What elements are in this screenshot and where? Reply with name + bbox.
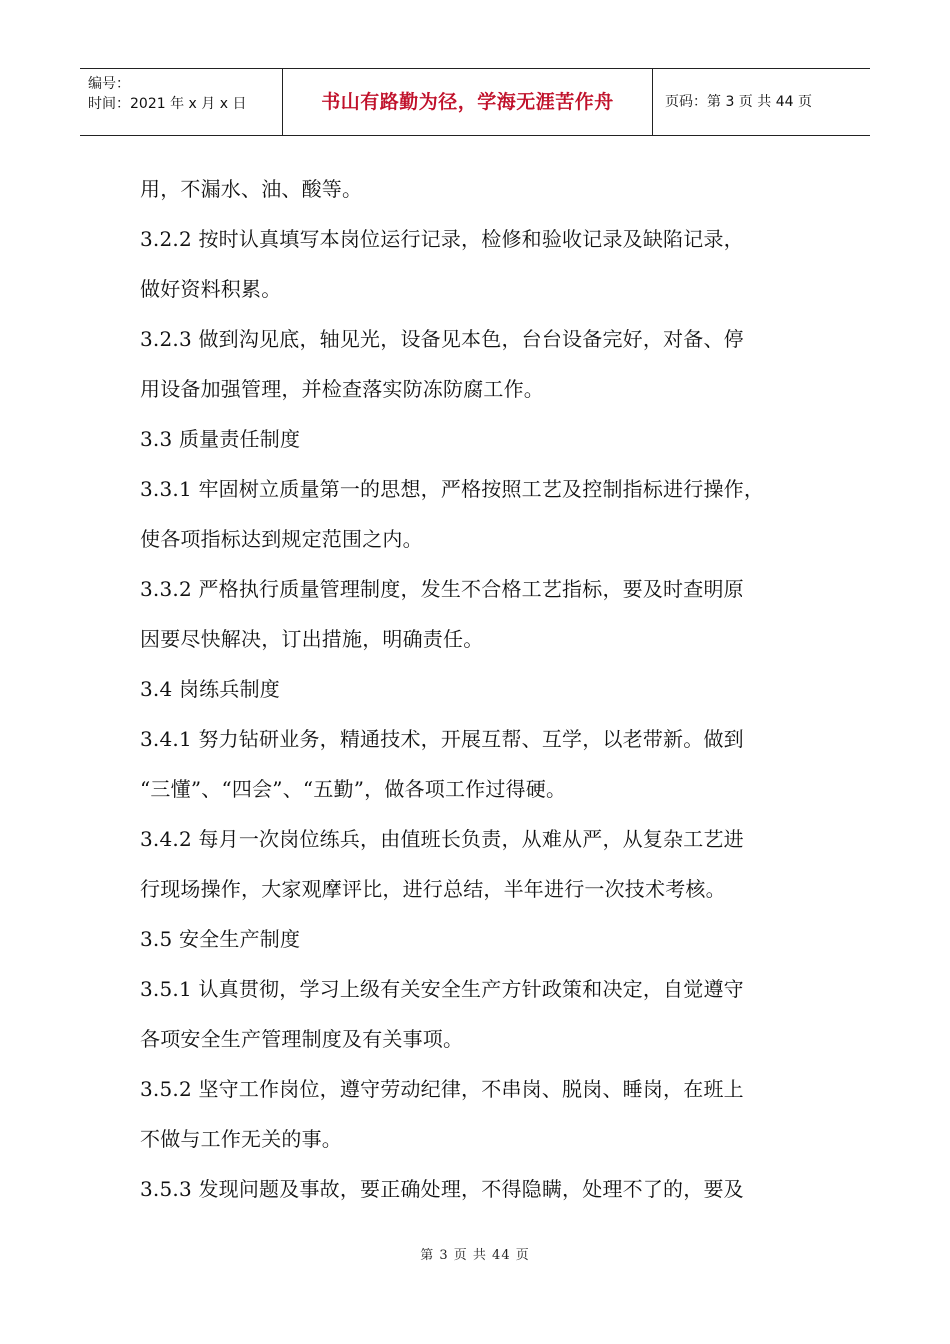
page-footer: 第 3 页 共 44 页 [420,1248,530,1263]
body-line: 用，不漏水、油、酸等。 [140,177,363,201]
body-line: 3.2.3 做到沟见底，轴见光，设备见本色，台台设备完好，对备、停 [140,327,744,351]
body-line: 3.5.2 坚守工作岗位，遵守劳动纪律，不串岗、脱岗、睡岗，在班上 [140,1077,744,1101]
header-motto: 书山有路勤为径，学海无涯苦作舟 [283,69,653,135]
body-line: “三懂”、“四会”、“五勤”，做各项工作过得硬。 [140,777,567,801]
document-number-label: 编号： [88,76,130,92]
header-meta [80,69,283,135]
body-line: 3.3.1 牢固树立质量第一的思想，严格按照工艺及控制指标进行操作， [140,477,765,501]
page-header [80,68,870,136]
section-heading: 3.5 安全生产制度 [140,927,301,951]
document-body [140,164,820,1214]
body-line: 3.5.1 认真贯彻，学习上级有关安全生产方针政策和决定，自觉遵守 [140,977,744,1001]
section-heading: 3.4 岗练兵制度 [140,677,280,701]
body-line: 不做与工作无关的事。 [140,1127,342,1151]
body-line: 行现场操作，大家观摩评比，进行总结，半年进行一次技术考核。 [140,877,726,901]
body-line: 3.5.3 发现问题及事故，要正确处理，不得隐瞒，处理不了的，要及 [140,1177,744,1201]
body-line: 3.3.2 严格执行质量管理制度，发生不合格工艺指标，要及时查明原 [140,577,744,601]
body-line: 3.2.2 按时认真填写本岗位运行记录，检修和验收记录及缺陷记录， [140,227,744,251]
body-line: 因要尽快解决，订出措施，明确责任。 [140,627,484,651]
body-line: 3.4.2 每月一次岗位练兵，由值班长负责，从难从严，从复杂工艺进 [140,827,744,851]
header-page-info: 页码：第 3 页 共 44 页 [665,94,812,110]
body-line: 各项安全生产管理制度及有关事项。 [140,1027,464,1051]
body-line: 做好资料积累。 [140,277,282,301]
body-line: 用设备加强管理，并检查落实防冻防腐工作。 [140,377,544,401]
body-line: 使各项指标达到规定范围之内。 [140,527,423,551]
section-heading: 3.3 质量责任制度 [140,427,301,451]
document-date: 时间：2021 年 x 月 x 日 [88,96,247,112]
body-line: 3.4.1 努力钻研业务，精通技术，开展互帮、互学，以老带新。做到 [140,727,744,751]
